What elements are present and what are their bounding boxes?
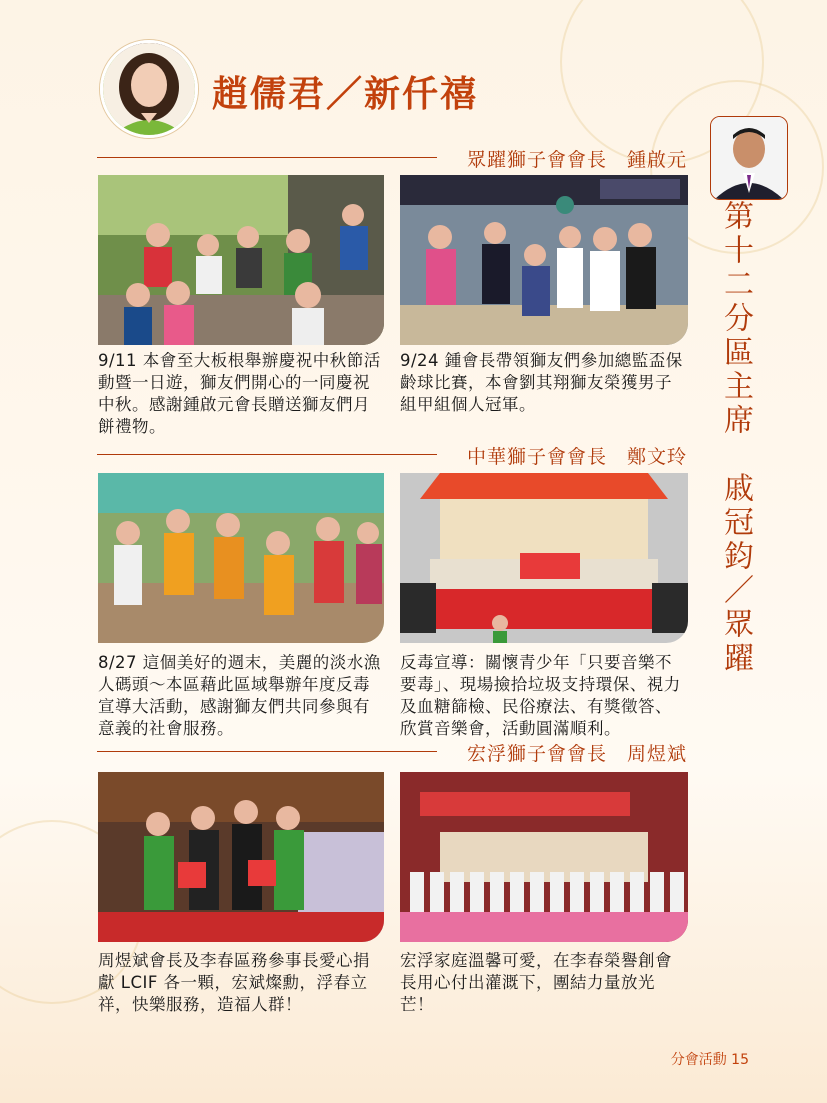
author-avatar (100, 40, 198, 138)
photo-lcif-donation (98, 772, 384, 942)
photo-bowling-competition (400, 175, 688, 345)
photo-mid-autumn-outing (98, 175, 384, 345)
page-title: 趙儒君／新仟禧 (212, 74, 479, 115)
caption-mid-autumn: 9/11 本會至大板根舉辦慶祝中秋節活動暨一日遊，獅友們開心的一同慶祝中秋。感謝鍾啟元會長贈送獅友們月餅禮物。 (98, 351, 381, 436)
photo-anti-drug-screening (98, 473, 384, 643)
caption-lcif-donation: 周煜斌會長及李春區務參事長愛心捐獻 LCIF 各一顆，宏斌燦勳，浮春立祥，快樂服務，造福人群！ (98, 951, 370, 1014)
photo-anti-drug-stage (400, 473, 688, 643)
section-title-hongfu: 宏浮獅子會會長 周煜斌 (466, 743, 687, 765)
caption-bowling: 9/24 鍾會長帶領獅友們參加總監盃保齡球比賽，本會劉其翔獅友榮獲男子組甲組個人冠軍。 (400, 351, 683, 414)
caption-hongfu-family: 宏浮家庭溫馨可愛，在李春榮譽創會長用心付出灌溉下，團結力量放光芒！ (400, 951, 672, 1014)
section-divider (97, 454, 437, 455)
chairman-avatar (710, 116, 788, 200)
section-title-zhonghua: 中華獅子會會長 鄭文玲 (466, 446, 687, 468)
section-divider (97, 751, 437, 752)
section-divider (97, 157, 437, 158)
district-chairman-title: 第十二分區主席 戚冠鈞／眾躍 (718, 200, 753, 676)
caption-tamsui-event: 8/27 這個美好的週末，美麗的淡水漁人碼頭～本區藉此區域舉辦年度反毒宣導大活動，感謝獅友們共同參與有意義的社會服務。 (98, 653, 381, 738)
photo-hongfu-group (400, 772, 688, 942)
caption-anti-drug: 反毒宣導：關懷青少年「只要音樂不要毒」、現場撿拾垃圾支持環保、視力及血糖篩檢、民俗療法、有獎徵答、欣賞音樂會，活動圓滿順利。 (400, 653, 681, 738)
section-title-zhongyue: 眾躍獅子會會長 鍾啟元 (466, 149, 687, 171)
page-number: 分會活動 15 (670, 1052, 749, 1068)
